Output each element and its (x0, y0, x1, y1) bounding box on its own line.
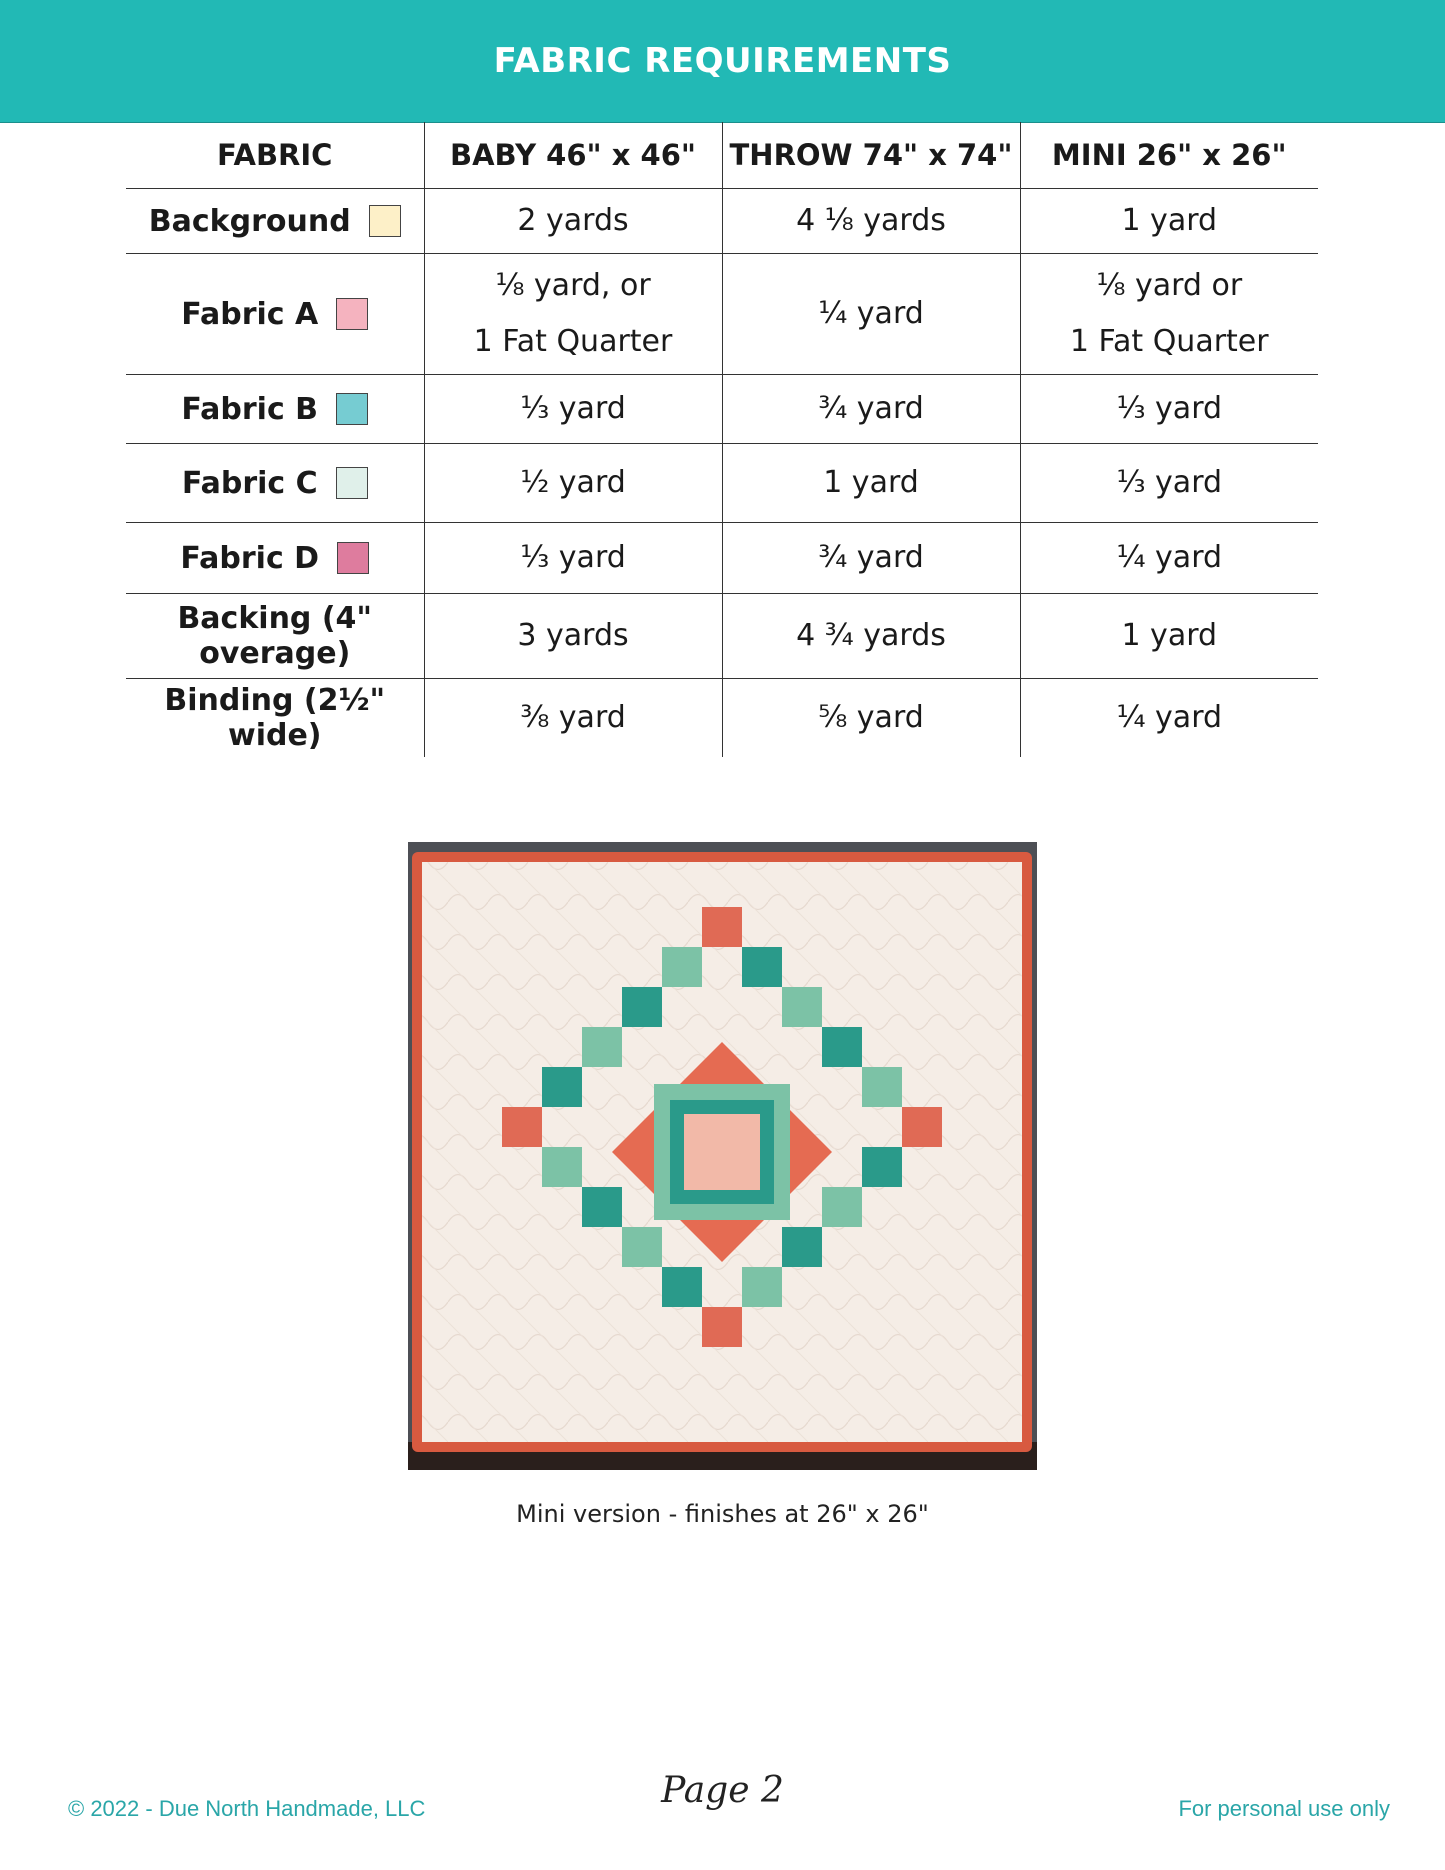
baby-cell: ⅓ yard (424, 375, 722, 444)
cell-line: 1 Fat Quarter (473, 324, 673, 359)
fabric-name-cell (126, 189, 424, 254)
throw-cell: ¼ yard (722, 254, 1020, 375)
baby-cell: 3 yards (424, 594, 722, 679)
quilt-photo (408, 842, 1037, 1470)
mini-cell: ⅓ yard (1020, 375, 1318, 444)
quilt-image (408, 842, 1037, 1470)
throw-cell: ¾ yard (722, 375, 1020, 444)
column-header: BABY 46" x 46" (424, 122, 722, 189)
photo-caption: Mini version - finishes at 26" x 26" (516, 1500, 929, 1528)
fabric-name-cell: Binding (2½" wide) (164, 683, 386, 753)
table-row (126, 679, 1318, 758)
table-row (126, 444, 1318, 523)
fabric-name-cell (126, 254, 424, 375)
table-row (126, 254, 1318, 375)
color-swatch-icon (369, 205, 401, 237)
footer-copyright: © 2022 - Due North Handmade, LLC (68, 1796, 426, 1821)
table-row (126, 189, 1318, 254)
fabric-label: Fabric A (181, 296, 319, 332)
fabric-name-cell: Backing (4" overage) (126, 594, 424, 679)
column-header: FABRIC (126, 122, 424, 189)
throw-cell: 4 ⅛ yards (722, 189, 1020, 254)
color-swatch-icon (336, 393, 368, 425)
fabric-label: Background (148, 203, 351, 239)
mini-cell: ¼ yard (1020, 523, 1318, 594)
fabric-name-cell (126, 444, 424, 523)
baby-cell: ⅜ yard (424, 679, 722, 758)
table-row (126, 375, 1318, 444)
mini-cell: 1 yard (1020, 594, 1318, 679)
baby-cell: 2 yards (424, 189, 722, 254)
mini-cell: ⅓ yard (1020, 444, 1318, 523)
footer-note: For personal use only (1178, 1796, 1390, 1821)
table-row (126, 594, 1318, 679)
baby-cell: ⅓ yard (424, 523, 722, 594)
throw-cell: ¾ yard (722, 523, 1020, 594)
cell-line: ⅛ yard or (1096, 268, 1243, 303)
column-header: MINI 26" x 26" (1020, 122, 1318, 189)
cell-line: 1 Fat Quarter (1069, 324, 1269, 359)
fabric-label: Fabric D (180, 540, 320, 576)
fabric-name-cell (126, 523, 424, 594)
column-header: THROW 74" x 74" (722, 122, 1020, 189)
fabric-label: Fabric C (181, 465, 318, 501)
page-number: Page 2 (661, 1770, 784, 1811)
baby-cell (424, 254, 722, 375)
mini-cell: 1 yard (1020, 189, 1318, 254)
fabric-label: Fabric B (181, 391, 319, 427)
color-swatch-icon (336, 467, 368, 499)
fabric-requirements-table (126, 122, 1318, 757)
throw-cell: 1 yard (722, 444, 1020, 523)
cell-line: ⅛ yard, or (495, 268, 651, 303)
table-row (126, 523, 1318, 594)
color-swatch-icon (337, 542, 369, 574)
throw-cell: 4 ¾ yards (722, 594, 1020, 679)
throw-cell: ⅝ yard (722, 679, 1020, 758)
header-band (0, 0, 1445, 123)
fabric-name-cell (126, 375, 424, 444)
mini-cell (1020, 254, 1318, 375)
page-title: FABRIC REQUIREMENTS (493, 41, 952, 81)
table-header-row (126, 122, 1318, 189)
color-swatch-icon (336, 298, 368, 330)
baby-cell: ½ yard (424, 444, 722, 523)
mini-cell: ¼ yard (1020, 679, 1318, 758)
